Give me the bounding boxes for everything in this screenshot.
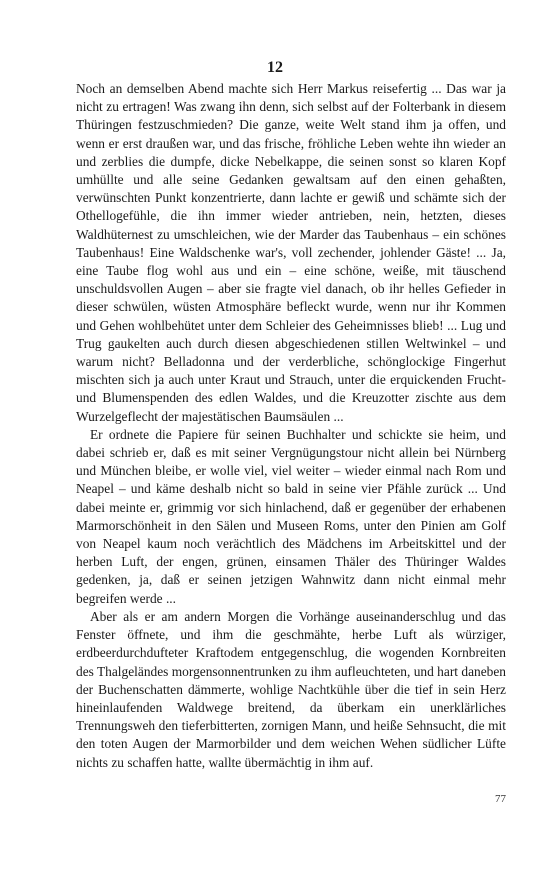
paragraph-3: Aber als er am andern Morgen die Vorhänge auseinanderschlug und das Fenster öffnete, und ihm die geschmähte, herbe Luft als würziger, erdbeerdurchdufteter Kraftodem entgegenschlug, die wogenden Kornbreiten des Thalgeländes morgensonnentrunken zu ihm aufleuchteten, und hart daneben der Buchenschatten dämmerte, wohlige Nachtkühle über die tief in sein Herz hineinlaufenden Waldwege breitend, da überkam ein unerklärliches Trennungsweh den tieferbitterten, zornigen Mann, und heiße Sehnsucht, die mit den toten Augen der Marmorbilder und dem weichen Wehen südlicher Lüfte nichts zu schaffen hatte, wallte übermächtig in ihm auf. <box>76 608 506 770</box>
chapter-number: 12 <box>267 59 283 76</box>
paragraph-2: Er ordnete die Papiere für seinen Buchhalter und schickte sie heim, und dabei schrieb er, daß es mit seiner Vergnügungstour nicht allein bei Nürnberg und München bleibe, er wolle viel, viel weiter – wieder einmal nach Rom und Neapel – und käme deshalb nicht so bald in seine vier Pfähle zurück ... Und dabei meinte er, grimmig vor sich hinlachend, daß er gegenüber der erhabenen Marmorschönheit in den Sälen und Museen Roms, unter den Pinien am Golf von Neapel kaum noch verächtlich des Mädchens im Arbeitskittel und der herben Luft, der engen, grünen, einsamen Thäler des Thüringer Waldes gedenken, ja, daß er seinen jetzigen Wahnwitz dann nicht einmal mehr begreifen werde ... <box>76 426 506 606</box>
page-number: 77 <box>495 793 506 805</box>
body-text <box>76 80 506 772</box>
paragraph-1: Noch an demselben Abend machte sich Herr Markus reisefertig ... Das war ja nicht zu ertragen! Was zwang ihn denn, sich selbst auf der Folterbank in diesem Thüringen festzuschmieden? Die ganze, weite Welt stand ihm ja offen, und wenn er erst draußen war, und das frische, fröhliche Leben wehte ihn wieder an und zerblies die dumpfe, dicke Nebelkappe, die seinen sonst so klaren Kopf umhüllte und alle seine Gedanken gewaltsam auf den einen gehaßten, verwünschten Punkt konzentrierte, dann lachte er gewiß und schämte sich der Othellogefühle, die ihn immer wieder antrieben, nein, hetzten, dieses Waldhüternest zu umschleichen, wie der Marder das Taubenhaus – ein schönes Taubenhaus! Eine Waldschenke war's, voll zechender, johlender Gäste! ... Ja, eine Taube flog wohl aus und ein – eine schöne, weiße, mit täuschend unschuldsvollen Augen – aber sie fragte viel danach, ob ihr helles Gefieder in dieser schwülen, wüsten Atmosphäre befleckt wurde, wenn nur ihr Kommen und Gehen wohlbehütet unter dem Schleier des Geheimnisses blieb! ... Lug und Trug gaukelten auch durch diesen abgeschiedenen stillen Weltwinkel – und warum nicht? Belladonna und der verderbliche, schönglockige Fingerhut mischten sich ja auch unter Kraut und Strauch, unter die erquickenden Frucht- und Blumenspenden des edlen Waldes, und die Kreuzotter zischte aus dem Wurzelgeflecht der majestätischen Baumsäulen ... <box>76 81 506 424</box>
